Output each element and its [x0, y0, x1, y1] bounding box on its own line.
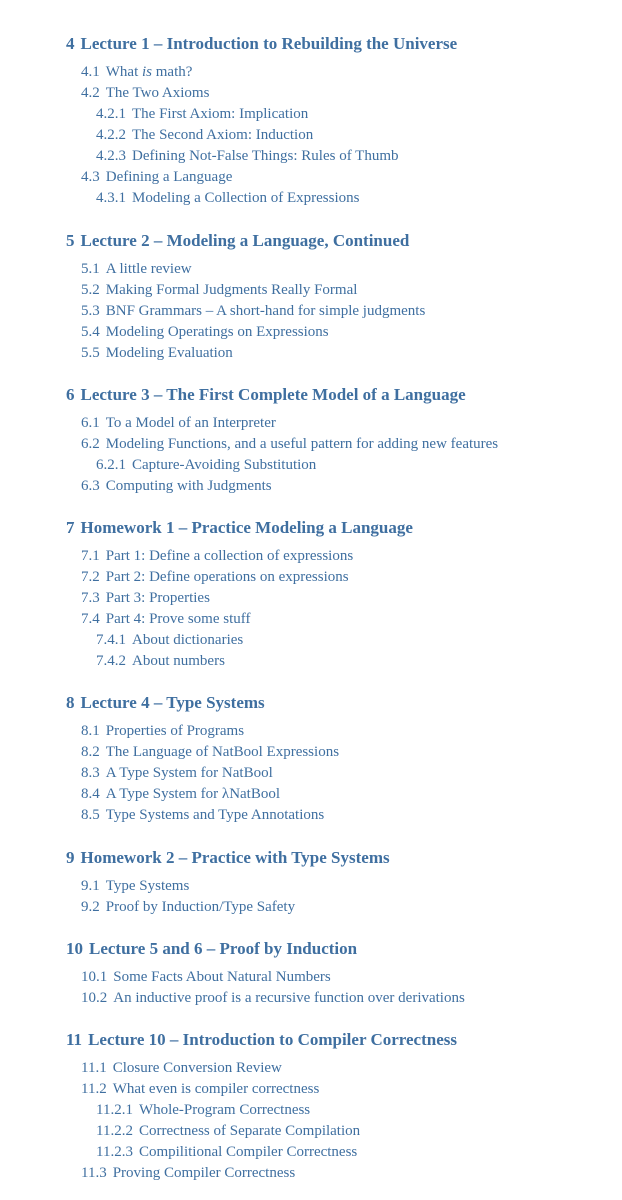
- section-number: 8: [66, 693, 75, 712]
- toc-entry-7-1[interactable]: [81, 547, 353, 565]
- entry-text: math?: [152, 64, 193, 80]
- entry-number: 11.2.3: [96, 1144, 133, 1160]
- entry-text: Correctness of Separate Compilation: [138, 1123, 361, 1139]
- entry-number: 8.3: [81, 765, 100, 781]
- entry-number: 11.2.2: [96, 1123, 133, 1139]
- entry-number: 7.1: [81, 548, 100, 564]
- entry-number: 9.2: [81, 899, 100, 915]
- entry-number: 8.1: [81, 723, 100, 739]
- entry-text: Modeling Functions, and a useful pattern for adding new features: [105, 436, 499, 452]
- section-heading-11[interactable]: [66, 1030, 457, 1050]
- entry-emphasis: is: [141, 64, 152, 80]
- toc-entry-11-1[interactable]: [81, 1059, 282, 1077]
- section-number: 9: [66, 848, 75, 867]
- toc-entry-5-4[interactable]: [81, 323, 329, 341]
- entry-text: Part 3: Properties: [105, 590, 210, 606]
- toc-entry-4-3[interactable]: [81, 168, 232, 186]
- entry-text: The Two Axioms: [105, 85, 210, 101]
- entry-number: 7.4.2: [96, 653, 126, 669]
- entry-number: 6.3: [81, 478, 100, 494]
- entry-number: 8.2: [81, 744, 100, 760]
- entry-number: 4.2.1: [96, 106, 126, 122]
- toc-entry-7-2[interactable]: [81, 568, 349, 586]
- entry-text: Part 2: Define operations on expressions: [105, 569, 349, 585]
- toc-entry-8-1[interactable]: [81, 722, 244, 740]
- toc-entry-4-2-3[interactable]: [96, 147, 399, 165]
- toc-entry-5-5[interactable]: [81, 344, 233, 362]
- section-heading-5[interactable]: [66, 231, 409, 251]
- entry-number: 10.1: [81, 969, 108, 985]
- entry-number: 4.3: [81, 169, 100, 185]
- section-heading-9[interactable]: [66, 848, 390, 868]
- entry-text: Compilitional Compiler Correctness: [138, 1144, 358, 1160]
- entry-number: 4.2.3: [96, 148, 126, 164]
- entry-text: Type Systems and Type Annotations: [105, 807, 325, 823]
- section-heading-7[interactable]: [66, 518, 413, 538]
- entry-number: 8.4: [81, 786, 100, 802]
- toc-entry-8-3[interactable]: [81, 764, 273, 782]
- toc-entry-5-1[interactable]: [81, 260, 192, 278]
- entry-number: 5.4: [81, 324, 100, 340]
- entry-number: 7.2: [81, 569, 100, 585]
- entry-number: 5.1: [81, 261, 100, 277]
- section-heading-4[interactable]: [66, 34, 457, 54]
- toc-entry-11-2-1[interactable]: [96, 1101, 310, 1119]
- toc-entry-4-2-2[interactable]: [96, 126, 313, 144]
- toc-entry-9-1[interactable]: [81, 877, 189, 895]
- section-heading-10[interactable]: [66, 939, 357, 959]
- section-number: 4: [66, 34, 75, 53]
- entry-text: About dictionaries: [132, 632, 244, 648]
- entry-number: 4.3.1: [96, 190, 126, 206]
- entry-text: Modeling Operatings on Expressions: [105, 324, 329, 340]
- toc-entry-10-1[interactable]: [81, 968, 331, 986]
- entry-text: Closure Conversion Review: [112, 1060, 282, 1076]
- entry-number: 4.2: [81, 85, 100, 101]
- entry-number: 7.3: [81, 590, 100, 606]
- toc-entry-6-2[interactable]: [81, 435, 498, 453]
- entry-text: Modeling a Collection of Expressions: [132, 190, 360, 206]
- entry-text: Defining a Language: [105, 169, 233, 185]
- entry-number: 9.1: [81, 878, 100, 894]
- toc-entry-11-2-2[interactable]: [96, 1122, 360, 1140]
- entry-text: Whole-Program Correctness: [138, 1102, 311, 1118]
- toc-entry-5-3[interactable]: [81, 302, 425, 320]
- toc-entry-8-5[interactable]: [81, 806, 324, 824]
- entry-number: 6.1: [81, 415, 100, 431]
- entry-text: Properties of Programs: [105, 723, 245, 739]
- entry-text: Defining Not-False Things: Rules of Thumb: [132, 148, 399, 164]
- entry-text: Making Formal Judgments Really Formal: [105, 282, 358, 298]
- toc-entry-5-2[interactable]: [81, 281, 357, 299]
- entry-number: 6.2: [81, 436, 100, 452]
- entry-number: 5.2: [81, 282, 100, 298]
- toc-entry-7-3[interactable]: [81, 589, 210, 607]
- section-title: Homework 2 – Practice with Type Systems: [80, 848, 390, 867]
- entry-text: An inductive proof is a recursive function over derivations: [113, 990, 465, 1006]
- entry-text: Capture-Avoiding Substitution: [132, 457, 317, 473]
- entry-text: Type Systems: [105, 878, 190, 894]
- section-number: 10: [66, 939, 83, 958]
- entry-number: 8.5: [81, 807, 100, 823]
- section-title: Lecture 4 – Type Systems: [80, 693, 265, 712]
- entry-number: 11.2.1: [96, 1102, 133, 1118]
- entry-text: Part 4: Prove some stuff: [105, 611, 251, 627]
- section-heading-6[interactable]: [66, 385, 466, 405]
- toc-entry-6-1[interactable]: [81, 414, 276, 432]
- entry-text: What: [105, 64, 142, 80]
- section-title: Lecture 5 and 6 – Proof by Induction: [89, 939, 358, 958]
- toc-entry-4-3-1[interactable]: [96, 189, 359, 207]
- entry-text: A Type System for λNatBool: [105, 786, 281, 802]
- entry-text: Proving Compiler Correctness: [112, 1165, 296, 1181]
- entry-number: 5.5: [81, 345, 100, 361]
- entry-text: BNF Grammars – A short-hand for simple judgments: [105, 303, 426, 319]
- entry-number: 7.4.1: [96, 632, 126, 648]
- entry-text: Proof by Induction/Type Safety: [105, 899, 296, 915]
- section-number: 7: [66, 518, 75, 537]
- toc-entry-8-4[interactable]: [81, 785, 280, 803]
- entry-text: The Language of NatBool Expressions: [105, 744, 340, 760]
- toc-entry-7-4[interactable]: [81, 610, 250, 628]
- toc-entry-4-1[interactable]: [81, 63, 192, 81]
- entry-text: The Second Axiom: Induction: [132, 127, 314, 143]
- entry-text: Part 1: Define a collection of expressions: [105, 548, 354, 564]
- toc-entry-11-2[interactable]: [81, 1080, 319, 1098]
- section-title: Lecture 2 – Modeling a Language, Continued: [80, 231, 410, 250]
- toc-entry-7-4-2[interactable]: [96, 652, 225, 670]
- toc-entry-4-2-1[interactable]: [96, 105, 308, 123]
- entry-number: 4.1: [81, 64, 100, 80]
- toc-entry-11-3[interactable]: [81, 1164, 295, 1182]
- toc-entry-6-2-1[interactable]: [96, 456, 316, 474]
- section-number: 11: [66, 1030, 83, 1049]
- entry-text: Modeling Evaluation: [105, 345, 233, 361]
- entry-text: Computing with Judgments: [105, 478, 272, 494]
- entry-number: 11.3: [81, 1165, 107, 1181]
- entry-number: 5.3: [81, 303, 100, 319]
- entry-number: 7.4: [81, 611, 100, 627]
- toc-entry-9-2[interactable]: [81, 898, 295, 916]
- toc-entry-10-2[interactable]: [81, 989, 465, 1007]
- entry-number: 11.1: [81, 1060, 107, 1076]
- section-title: Lecture 1 – Introduction to Rebuilding the Universe: [80, 34, 458, 53]
- toc-entry-6-3[interactable]: [81, 477, 272, 495]
- toc-entry-8-2[interactable]: [81, 743, 339, 761]
- entry-number: 6.2.1: [96, 457, 126, 473]
- entry-number: 10.2: [81, 990, 108, 1006]
- section-title: Lecture 3 – The First Complete Model of a Language: [80, 385, 466, 404]
- section-heading-8[interactable]: [66, 693, 265, 713]
- entry-text: A little review: [105, 261, 192, 277]
- entry-text: The First Axiom: Implication: [132, 106, 309, 122]
- section-number: 5: [66, 231, 75, 250]
- entry-text: A Type System for NatBool: [105, 765, 273, 781]
- toc-entry-11-2-3[interactable]: [96, 1143, 357, 1161]
- toc-entry-7-4-1[interactable]: [96, 631, 243, 649]
- section-number: 6: [66, 385, 75, 404]
- entry-number: 4.2.2: [96, 127, 126, 143]
- entry-text: Some Facts About Natural Numbers: [113, 969, 331, 985]
- entry-text: What even is compiler correctness: [112, 1081, 320, 1097]
- entry-text: To a Model of an Interpreter: [105, 415, 276, 431]
- section-title: Lecture 10 – Introduction to Compiler Correctness: [88, 1030, 457, 1049]
- section-title: Homework 1 – Practice Modeling a Language: [80, 518, 413, 537]
- entry-text: About numbers: [132, 653, 225, 669]
- entry-number: 11.2: [81, 1081, 107, 1097]
- toc-entry-4-2[interactable]: [81, 84, 209, 102]
